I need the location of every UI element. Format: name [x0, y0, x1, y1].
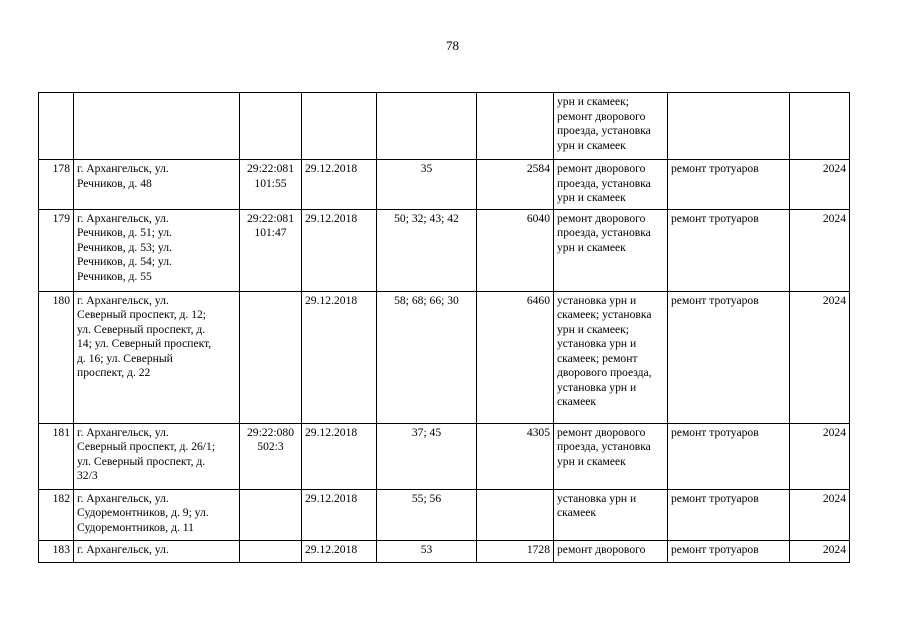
area-cell: [477, 489, 554, 540]
buildings-cell: [377, 93, 477, 160]
row-number-cell: 183: [39, 540, 74, 562]
address-cell: г. Архангельск, ул. Северный проспект, д. 26/1; ул. Северный проспект, д. 32/3: [74, 423, 240, 489]
works-cell: установка урн и скамеек: [554, 489, 668, 540]
table-row: [39, 291, 850, 423]
buildings-cell: 58; 68; 66; 30: [377, 291, 477, 423]
address-cell: г. Архангельск, ул.: [74, 540, 240, 562]
row-number-cell: 179: [39, 209, 74, 291]
year-cell: 2024: [790, 540, 850, 562]
date-cell: 29.12.2018: [302, 423, 377, 489]
buildings-cell: 35: [377, 160, 477, 210]
buildings-cell: 53: [377, 540, 477, 562]
row-number-cell: [39, 93, 74, 160]
sidewalk-works-cell: ремонт тротуаров: [668, 209, 790, 291]
address-cell: [74, 93, 240, 160]
sidewalk-works-cell: ремонт тротуаров: [668, 540, 790, 562]
cadastral-number-cell: [240, 540, 302, 562]
date-cell: 29.12.2018: [302, 209, 377, 291]
register-table: [38, 92, 850, 563]
works-cell: урн и скамеек; ремонт дворового проезда, установка урн и скамеек: [554, 93, 668, 160]
buildings-cell: 50; 32; 43; 42: [377, 209, 477, 291]
area-cell: 6040: [477, 209, 554, 291]
date-cell: 29.12.2018: [302, 291, 377, 423]
date-cell: 29.12.2018: [302, 489, 377, 540]
table-row: [39, 93, 850, 160]
year-cell: [790, 93, 850, 160]
cadastral-number-cell: [240, 291, 302, 423]
year-cell: 2024: [790, 489, 850, 540]
works-cell: ремонт дворового проезда, установка урн и скамеек: [554, 209, 668, 291]
table-row: [39, 489, 850, 540]
area-cell: [477, 93, 554, 160]
row-number-cell: 178: [39, 160, 74, 210]
cadastral-number-cell: 29:22:080 502:3: [240, 423, 302, 489]
sidewalk-works-cell: [668, 93, 790, 160]
table-row: [39, 423, 850, 489]
area-cell: 4305: [477, 423, 554, 489]
year-cell: 2024: [790, 160, 850, 210]
year-cell: 2024: [790, 423, 850, 489]
page-number: 78: [446, 38, 459, 53]
cadastral-number-cell: 29:22:081 101:55: [240, 160, 302, 210]
sidewalk-works-cell: ремонт тротуаров: [668, 423, 790, 489]
cadastral-number-cell: [240, 93, 302, 160]
address-cell: г. Архангельск, ул. Речников, д. 51; ул. Речников, д. 53; ул. Речников, д. 54; ул. Речников, д. 55: [74, 209, 240, 291]
works-cell: ремонт дворового проезда, установка урн и скамеек: [554, 423, 668, 489]
address-cell: г. Архангельск, ул. Речников, д. 48: [74, 160, 240, 210]
table-row: [39, 209, 850, 291]
table-row: [39, 160, 850, 210]
works-cell: ремонт дворового проезда, установка урн и скамеек: [554, 160, 668, 210]
address-cell: г. Архангельск, ул. Судоремонтников, д. 9; ул. Судоремонтников, д. 11: [74, 489, 240, 540]
buildings-cell: 37; 45: [377, 423, 477, 489]
date-cell: [302, 93, 377, 160]
area-cell: 6460: [477, 291, 554, 423]
row-number-cell: 180: [39, 291, 74, 423]
sidewalk-works-cell: ремонт тротуаров: [668, 489, 790, 540]
year-cell: 2024: [790, 209, 850, 291]
date-cell: 29.12.2018: [302, 540, 377, 562]
buildings-cell: 55; 56: [377, 489, 477, 540]
address-cell: г. Архангельск, ул. Северный проспект, д. 12; ул. Северный проспект, д. 14; ул. Северный проспект, д. 16; ул. Северный проспект, д. 22: [74, 291, 240, 423]
works-cell: ремонт дворового: [554, 540, 668, 562]
date-cell: 29.12.2018: [302, 160, 377, 210]
year-cell: 2024: [790, 291, 850, 423]
row-number-cell: 181: [39, 423, 74, 489]
cadastral-number-cell: 29:22:081 101:47: [240, 209, 302, 291]
sidewalk-works-cell: ремонт тротуаров: [668, 160, 790, 210]
cadastral-number-cell: [240, 489, 302, 540]
sidewalk-works-cell: ремонт тротуаров: [668, 291, 790, 423]
row-number-cell: 182: [39, 489, 74, 540]
area-cell: 2584: [477, 160, 554, 210]
table-row: [39, 540, 850, 562]
works-cell: установка урн и скамеек; установка урн и скамеек; установка урн и скамеек; ремонт дворового проезда, установка урн и скамеек: [554, 291, 668, 423]
area-cell: 1728: [477, 540, 554, 562]
